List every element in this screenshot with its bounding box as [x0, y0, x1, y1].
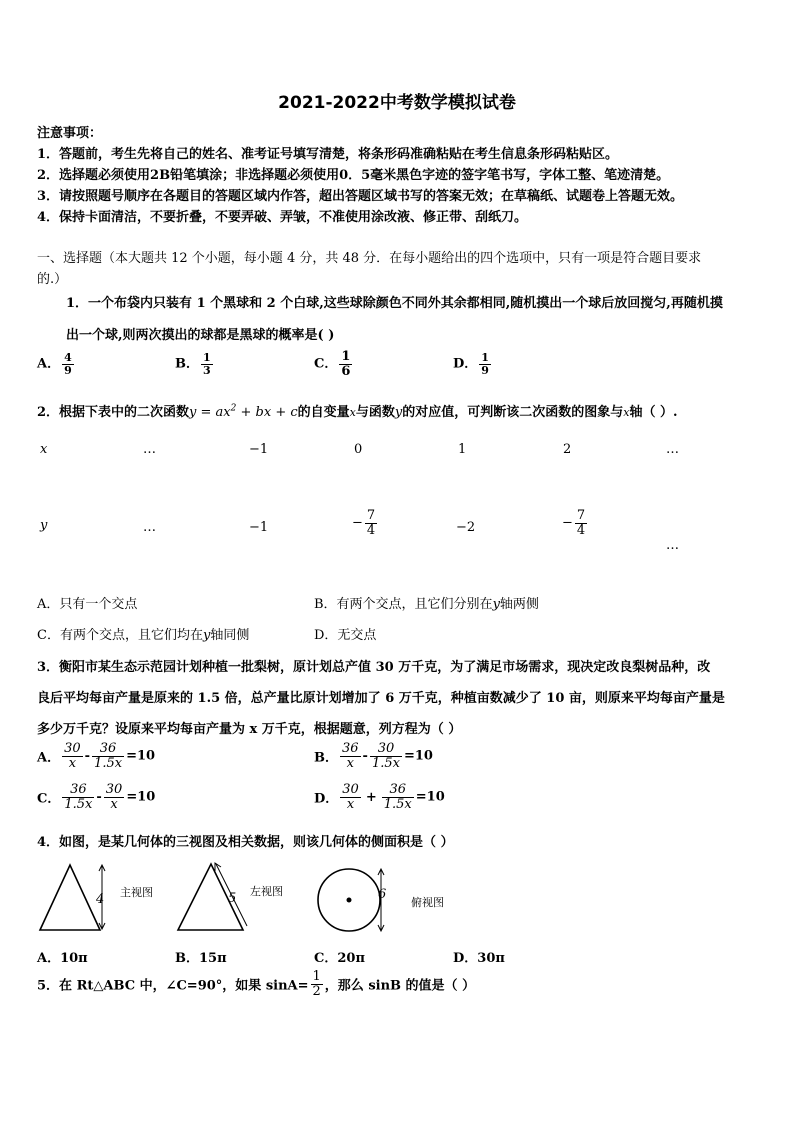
section-heading-line2: 的.） [37, 272, 68, 287]
side-dim-label: 5 [228, 891, 237, 906]
numerator: 1 [203, 351, 211, 364]
page-title: 2021-2022中考数学模拟试卷 [278, 93, 516, 113]
q1-option-a [37, 352, 76, 376]
q4-option-a: A．10π [37, 951, 88, 966]
q3-option-b: B． $\frac{36}{x}$ - $\frac{30}{1.5x}$ =10 [314, 741, 433, 771]
front-view-label: 主视图 [120, 886, 153, 899]
table-x-cell: 0 [354, 442, 363, 457]
q1-option-b [175, 352, 215, 376]
option-label: C． [314, 356, 338, 372]
top-view-figure [315, 862, 455, 938]
q3-line3: 多少万千克？设原来平均每亩产量为 x 万千克，根据题意，列方程为（ ） [37, 722, 462, 737]
q2-option-a: A．只有一个交点 [37, 597, 138, 612]
denominator: 3 [203, 363, 211, 377]
denominator: 6 [341, 363, 351, 379]
denominator: 9 [481, 363, 489, 377]
front-view-triangle [40, 865, 100, 930]
q4-option-d: D．30π [453, 951, 505, 966]
notice-item-4: 4．保持卡面清洁，不要折叠，不要弄破、弄皱，不准使用涂改液、修正带、刮纸刀。 [37, 210, 528, 225]
table-y-cell: −2 [456, 520, 476, 535]
fraction: $\frac{7}{4}$ [366, 508, 376, 538]
q3-line1: 3．衡阳市某生态示范园计划种植一批梨树，原计划总产值 30 万千克，为了满足市场需求，现决定改良梨树品种，改 [37, 660, 711, 675]
front-view-figure [36, 860, 166, 935]
table-y-cell: … [143, 520, 156, 535]
table-x-cell: −1 [249, 442, 269, 457]
table-x-cell: … [143, 442, 156, 457]
q2-prefix: 2．根据下表中的二次函数 [37, 405, 190, 420]
q2-option-d: D．无交点 [314, 628, 377, 643]
fraction [201, 352, 213, 376]
numerator: 4 [64, 351, 72, 364]
front-dim-label: 4 [96, 892, 105, 907]
table-y-label: y [40, 518, 48, 533]
option-label: A． [37, 356, 61, 372]
table-x-cell: … [666, 442, 679, 457]
fraction [339, 350, 352, 378]
table-y-cell: −1 [249, 520, 269, 535]
denominator: 9 [64, 363, 72, 377]
side-view-figure [175, 858, 305, 936]
fraction [479, 352, 491, 376]
option-label: B． [175, 356, 199, 372]
table-y-cell: − $\frac{7}{4}$ [562, 508, 586, 538]
top-view-label: 俯视图 [411, 896, 444, 909]
fraction: $\frac{7}{4}$ [576, 508, 586, 538]
q3-line2: 良后平均每亩产量是原来的 1.5 倍，总产量比原计划增加了 6 万千克，种植亩数减少了 10 亩，则原来平均每亩产量是 [37, 691, 725, 706]
center-dot [347, 898, 352, 903]
table-y-cell: … [666, 538, 679, 553]
q2-stem: 2．根据下表中的二次函数$y = ax^2$ + bx + c的自变量x与函数y的对应值，可判断该二次函数的图象与x轴（ ）. [37, 403, 678, 420]
q5-stem: 5．在 Rt△ABC 中，∠C=90°，如果 sinA= $\frac{1}{2}$ ，那么 sinB 的值是（ ） [37, 969, 476, 999]
q1-line2: 出一个球,则两次摸出的球都是黑球的概率是( ) [66, 328, 335, 343]
q2-formula: $y = ax^2$ + bx + c [189, 403, 298, 420]
table-x-cell: 1 [458, 442, 467, 457]
q3-option-c: C． $\frac{36}{1.5x}$ - $\frac{30}{x}$ =10 [37, 782, 156, 812]
notice-item-2: 2．选择题必须使用2B铅笔填涂；非选择题必须使用0．5毫米黑色字迹的签字笔书写，字体工整、笔迹清楚。 [37, 168, 670, 183]
top-dim-label: 6 [378, 887, 387, 902]
option-label: D． [453, 356, 478, 372]
notice-item-3: 3．请按照题号顺序在各题目的答题区域内作答，超出答题区域书写的答案无效；在草稿纸、试题卷上答题无效。 [37, 189, 684, 204]
notice-heading: 注意事项： [37, 126, 103, 141]
table-y-cell: − $\frac{7}{4}$ [352, 508, 376, 538]
q1-option-d [453, 352, 493, 376]
table-x-label: x [40, 442, 48, 457]
q1-option-c [314, 350, 354, 378]
table-x-cell: 2 [563, 442, 572, 457]
notice-item-1: 1．答题前，考生先将自己的姓名、准考证号填写清楚，将条形码准确粘贴在考生信息条形码粘贴区。 [37, 147, 619, 162]
q3-option-d: D． $\frac{30}{x}$ + $\frac{36}{1.5x}$ =10 [314, 782, 445, 812]
q4-option-b: B．15π [175, 951, 227, 966]
fraction: $\frac{1}{2}$ [312, 969, 321, 999]
q2-option-b: B．有两个交点，且它们分别在y轴两侧 [314, 597, 539, 612]
q1-line1: 1．一个布袋内只装有 1 个黑球和 2 个白球,这些球除颜色不同外其余都相同,随机摸出一个球后放回搅匀,再随机摸 [66, 296, 723, 311]
q4-stem: 4．如图，是某几何体的三视图及相关数据，则该几何体的侧面积是（ ） [37, 835, 454, 850]
numerator: 1 [481, 351, 489, 364]
numerator: 1 [341, 349, 351, 364]
side-view-label: 左视图 [250, 885, 283, 898]
fraction [62, 352, 74, 376]
section-heading-line1: 一、选择题（本大题共 12 个小题，每小题 4 分，共 48 分．在每小题给出的四个选项中，只有一项是符合题目要求 [37, 251, 702, 266]
q3-option-a: A． $\frac{30}{x}$ - $\frac{36}{1.5x}$ =10 [37, 741, 156, 771]
q2-option-c: C．有两个交点，且它们均在y轴同侧 [37, 628, 250, 643]
q4-option-c: C．20π [314, 951, 365, 966]
